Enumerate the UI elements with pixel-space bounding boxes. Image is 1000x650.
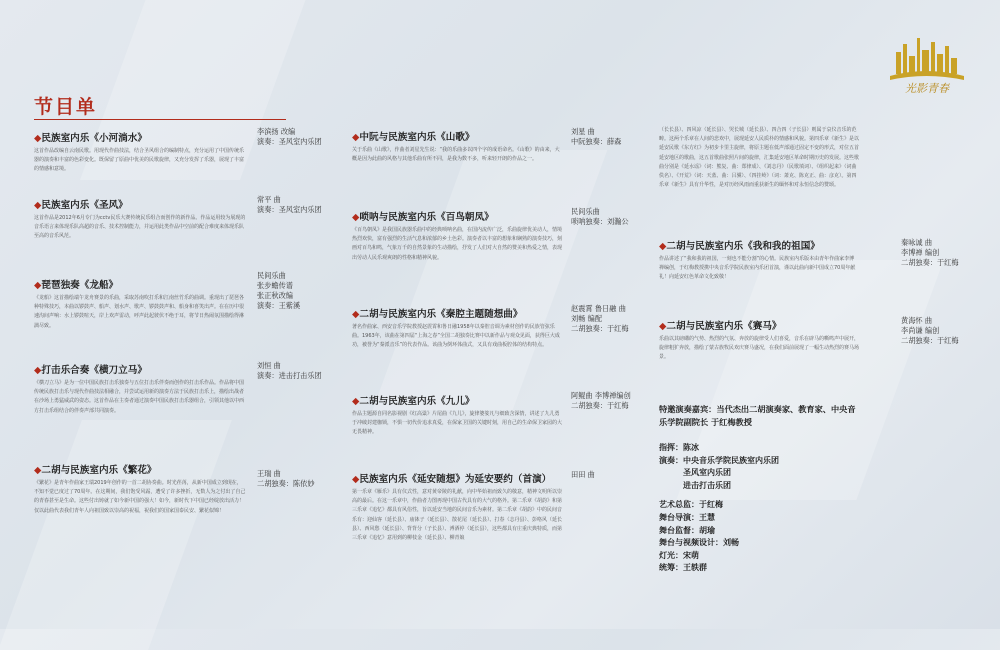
credit-line: 刘恒 曲: [257, 361, 281, 370]
program-item: [34, 130, 246, 175]
program-title: 二胡与民族室内乐《繁花》: [41, 465, 157, 476]
bullet-icon: ◆: [352, 132, 360, 143]
staff-label: 灯光：: [659, 550, 683, 560]
program-description: 《百鸟朝凤》是我国民族器乐曲中的经典唢呐名曲，在国内流传广泛，乐曲旋律优美动人，情境热烈欢快，富有强烈的生活气息和浓郁的乡土色彩。演奏者以丰富的想象和娴熟的演奏技巧，刻画对百鸟和鸣，气象万千的自然景象的生动描绘，抒发了人们对大自然的赞美和热爱之情，表现出劳动人民乐观爽朗的性格和精神风貌。: [352, 227, 563, 261]
staff-row: [659, 480, 779, 493]
staff-row: [659, 562, 779, 575]
program-credits: [571, 207, 629, 227]
credit-line: 二胡独奏：于红梅: [571, 324, 629, 333]
program-item: [34, 277, 246, 331]
staff-list: [659, 442, 779, 575]
page-title: 节目单: [34, 96, 98, 118]
program-item: [352, 471, 562, 543]
credit-line: 张步蟾传谱: [257, 281, 293, 290]
program-description: （长长县）、四风凉（延长县）、哭长城（延长县）、四合四（子长县）则属于哀仪音乐的范畴。这两个乐章在人间的悲欢中，展现延安人民质朴的情感和风貌。第四乐章《新生》是以延安民歌《东方红》为初步卡里主旋律，将原主题在低声部通过固定不变的形式，对位五首延安地区的歌曲，这五首歌曲张照片间的旋律，汇集延安地区革命时期历史的发展。这些歌曲分别是《延水谣》（词：熊复、曲：郑律成）、《刘志丹》（民歌填词）、《组织起来》（词曲佚名）、《开荒》（词：天蓝、曲：吕骥）、《四挂岭》（词：萧克、陈克正、曲：彦克）。第四乐章《新生》具有升华性，是对历经风雨而重获新生的缅怀和对永恒信念的赞颂。: [659, 127, 860, 189]
program-item: [659, 238, 859, 283]
staff-row: [659, 512, 779, 525]
staff-value: 中央音乐学院民族室内乐团: [683, 455, 779, 465]
credit-line: 民间乐曲: [571, 207, 600, 216]
bullet-icon: ◆: [34, 465, 42, 476]
program-title: 民族室内乐《圣风》: [41, 200, 128, 211]
program-credits: [257, 469, 315, 489]
program-credits: [257, 127, 322, 147]
staff-value: 陈冰: [683, 443, 699, 452]
credit-line: 中阮独奏：薛森: [571, 137, 622, 146]
staff-label: 指挥：: [659, 443, 683, 452]
staff-value: 于红梅: [699, 500, 723, 510]
credit-line: 民间乐曲: [257, 271, 286, 280]
program-description: 这首作品改编自云南民歌。用现代作曲技法，结合圣风组合的编制特点，充分运用了中国传统乐器的演奏和丰富的色彩变化。既保留了原曲中优美的民歌旋律，又充分发挥了乐器，展现了丰富的情感和意境。: [34, 148, 245, 173]
credit-line: 阿鲲曲 李博禅编创: [571, 391, 631, 400]
bullet-icon: ◆: [34, 365, 42, 376]
staff-value: 进击打击乐团: [683, 480, 731, 490]
program-title: 二胡与民族室内乐《我和我的祖国》: [666, 241, 820, 252]
program-item-continued: [659, 126, 859, 190]
staff-label: 舞台监督：: [659, 525, 699, 535]
credit-line: 赵震霄 鲁日融 曲: [571, 304, 626, 313]
staff-row: [659, 537, 779, 550]
bg-facet: [373, 150, 608, 410]
program-item: [352, 209, 562, 263]
staff-value: 胡瑜: [699, 525, 715, 535]
program-credits: [571, 391, 631, 411]
program-title: 唢呐与民族室内乐《百鸟朝凤》: [359, 212, 494, 223]
program-item: [34, 197, 246, 242]
credit-line: 王瑞 曲: [257, 469, 281, 478]
bullet-icon: ◆: [659, 241, 667, 252]
credit-line: 演奏：圣风室内乐团: [257, 137, 322, 146]
credit-line: 李滨扬 改编: [257, 127, 296, 136]
program-title: 二胡与民族室内乐《九儿》: [359, 396, 475, 407]
credit-line: 演奏：进击打击乐团: [257, 371, 322, 380]
staff-row: [659, 467, 779, 480]
bullet-icon: ◆: [352, 309, 360, 320]
staff-label: 舞台导演：: [659, 512, 699, 522]
special-guest: 特邀演奏嘉宾：当代杰出二胡演奏家、教育家、中央音乐学院副院长 于红梅教授: [659, 404, 856, 427]
staff-row: [659, 550, 779, 563]
program-credits: [901, 316, 959, 346]
program-credits: [571, 304, 629, 334]
credit-line: 演奏：王紫溪: [257, 301, 301, 310]
program-description: 作品主题源自同名影视剧《红高粱》片尾曲《九儿》，旋律婆娑凡与细致含深情，讲述了九儿勇于冲破封建枷锁，不惧一切代价追求真爱，在保家卫国的关键时刻，用自己的生命保卫家园的大无畏精神。: [352, 411, 563, 436]
program-description: 关于乐曲《山歌》，作曲者刘星先生说：“我的乐曲多以四个字的成语命名。《山歌》的由来，大概是因为此曲的风格与其他乐曲有所不同，是我为数不多，听来轻开朗的作品之一。: [352, 147, 560, 163]
program-title: 琵琶独奏《龙船》: [41, 280, 119, 291]
credit-line: 李博禅 编创: [901, 248, 940, 257]
staff-row: [659, 442, 779, 455]
credit-line: 秦咏诚 曲: [901, 238, 933, 247]
credit-line: 刘星 曲: [571, 127, 595, 136]
credit-line: 演奏：圣风室内乐团: [257, 205, 322, 214]
staff-value: 王轶群: [683, 563, 707, 573]
title-divider: [34, 119, 286, 120]
credit-line: 黄海怀 曲: [901, 316, 933, 325]
credit-line: 刘畅 编配: [571, 314, 603, 323]
program-item: [34, 462, 246, 516]
staff-label: 艺术总监：: [659, 500, 699, 510]
staff-value: 王慧: [699, 512, 715, 522]
program-credits: [257, 195, 322, 215]
credit-line: 李尚谦 编创: [901, 326, 940, 335]
staff-value: 圣风室内乐团: [683, 468, 731, 478]
bullet-icon: ◆: [34, 133, 42, 144]
program-title: 民族室内乐《延安随想》为延安要约（首演）: [359, 474, 552, 485]
program-description: 乐曲以其磅礴的气势、热烈的气氛、奔放的旋律受人们喜爱，音乐在辟马的嘶鸣声中展开，旋律粗犷奔放，描绘了蒙古族牧民欢庆赛马盛况，在我们面前展现了一幅生动热烈的赛马场景。: [659, 336, 860, 361]
credit-line: 二胡独奏：陈依妙: [257, 479, 315, 488]
bullet-icon: ◆: [352, 474, 360, 485]
staff-value: 宋萌: [683, 550, 699, 560]
staff-label: 演奏：: [659, 455, 683, 465]
bullet-icon: ◆: [659, 321, 667, 332]
program-item: [34, 362, 246, 416]
staff-row: [659, 499, 779, 512]
program-description: 《龙船》这首描绘端午龙舟赛景的乐曲，采取苏南吹打乐和江南丝竹乐的曲调。重现出了琵琶各种特殊技巧，本曲以锣鼓声、船声、划水声、歌声、锣鼓鼓声和、船身和喜笑出声。在在历中很速沟间声响：水上锣鼓喧天，岸上欢声雷动，呼声此起彼伏不绝于耳，将节日热闹氛围描绘得淋漓尽致。: [34, 295, 245, 329]
program-description: 《繁花》是青年作曲家王瑞2019年创作的一首二胡协奏曲。时光荏苒，从新中国成立到现在，不知不觉已度过了70周年。在这期间，我们饱受风霜，遭受了许多挫折，无数人为之付出了自己的青春甚至是生命。这些付出铸就了如今新中国的强大！如今，新时代下中国已经绽放出活力！仅以此曲代表我们青年人向祖国致以崇高的祝福，祝我们的国家国泰民安、繁花似锦！: [34, 480, 246, 514]
staff-row: [659, 455, 779, 468]
program-title: 打击乐合奏《横刀立马》: [41, 365, 147, 376]
program-item: [352, 129, 562, 164]
program-credits: [257, 361, 322, 381]
bullet-icon: ◆: [352, 396, 360, 407]
staff-label: 统筹：: [659, 563, 683, 573]
svg-text:光影青春: 光影青春: [905, 82, 949, 95]
program-item: [352, 393, 562, 438]
credit-line: 田田 曲: [571, 470, 595, 479]
program-credits: [571, 470, 595, 480]
staff-value: 刘畅: [723, 538, 739, 548]
program-description: 作品讲述了“我和我的祖国，一刻也不能分割”的心情。民族室内乐版本由青年作曲家李博禅编创，于红梅教授携中央音乐学院民族室内乐团首演，谨以此曲向新中国成立70周年献礼！向延安红色革命文化致敬！: [659, 256, 856, 281]
program-description: 第一乐章《雁乐》具有仪式性，意对黄帝陵的礼献，向中华始祖而致久的敬意，精神文明所以崇高的最后。在这一乐章中，作曲者力图再现中国古代具有的大气的格外。第二乐章《胡韵》和第三乐章《追忆》都具有风俗性，旨以延安当地的民间音乐为素材。第二乐章《胡韵》中的民间音乐有：迎仙客（延长县）、庙钵子（延长县）、散花尾（延长县）、打春（志丹县）、彭咯风（延长县）、西风愁（延长县）、背背分（子长县）、溥酒停（延长县），这些都具有庄重庆典特质，而第三乐章《追忆》意用到的柳枝金（延长县）、柳青娘: [352, 489, 563, 542]
program-title: 中阮与民族室内乐《山歌》: [359, 132, 475, 143]
bg-facet: [0, 420, 232, 650]
program-credits: [257, 271, 300, 311]
program-description: 这首作品是2012年6月专门为cctv民乐大赛传统民乐组合而创作的新作品。作品运用较为展现的音乐语言来体现乐队高超的音乐、技术控制能力，并运用此类作品中空前的配合难度来体现乐队至高的音乐风范。: [34, 215, 246, 240]
staff-row: [659, 525, 779, 538]
program-title: 二胡与民族室内乐《秦腔主题随想曲》: [359, 309, 523, 320]
program-description: 著名作曲家、西安音乐学院教授赵震霄和鲁日融1958年以秦腔音调为素材创作的民族管弦乐曲。1963年，该曲在第四届“上海之春”全国二胡独奏比赛中以新作品与观众见面，获得巨大成功，被誉为“秦派音乐”的代表作品。该曲为倒环体曲式，又具有戏曲板腔体的结构特点。: [352, 324, 560, 349]
program-description: 《横刀立马》是为一位中国民族打击乐独奏与五位打击乐伴奏而创作的打击乐作品。作品将中国传统民族打击乐与现代作曲技法相融合，并尝试运用新的演奏方法于民族打击乐上，描绘出战者在沙场上勇猛威武的姿态。这首作品在主奏者通过演奏中国民族打击乐器组合，引领其他以中西方打击乐组结合的伴奏声部共同演奏。: [34, 380, 245, 414]
credit-line: 常平 曲: [257, 195, 281, 204]
program-credits: [571, 127, 621, 147]
staff-label: 舞台与视频设计：: [659, 538, 723, 548]
bullet-icon: ◆: [352, 212, 360, 223]
program-item: [352, 306, 562, 351]
credit-line: 二胡独奏：于红梅: [571, 401, 629, 410]
credit-line: 唢呐独奏：刘瀚公: [571, 217, 629, 226]
credit-line: 张正秋改编: [257, 291, 293, 300]
concert-logo: [886, 30, 968, 100]
bullet-icon: ◆: [34, 200, 42, 211]
program-title: 二胡与民族室内乐《赛马》: [666, 321, 782, 332]
bullet-icon: ◆: [34, 280, 42, 291]
program-title: 民族室内乐《小河淌水》: [41, 133, 147, 144]
credit-line: 二胡独奏：于红梅: [901, 336, 959, 345]
program-credits: [901, 238, 959, 268]
credit-line: 二胡独奏：于红梅: [901, 258, 959, 267]
program-item: [659, 318, 859, 363]
